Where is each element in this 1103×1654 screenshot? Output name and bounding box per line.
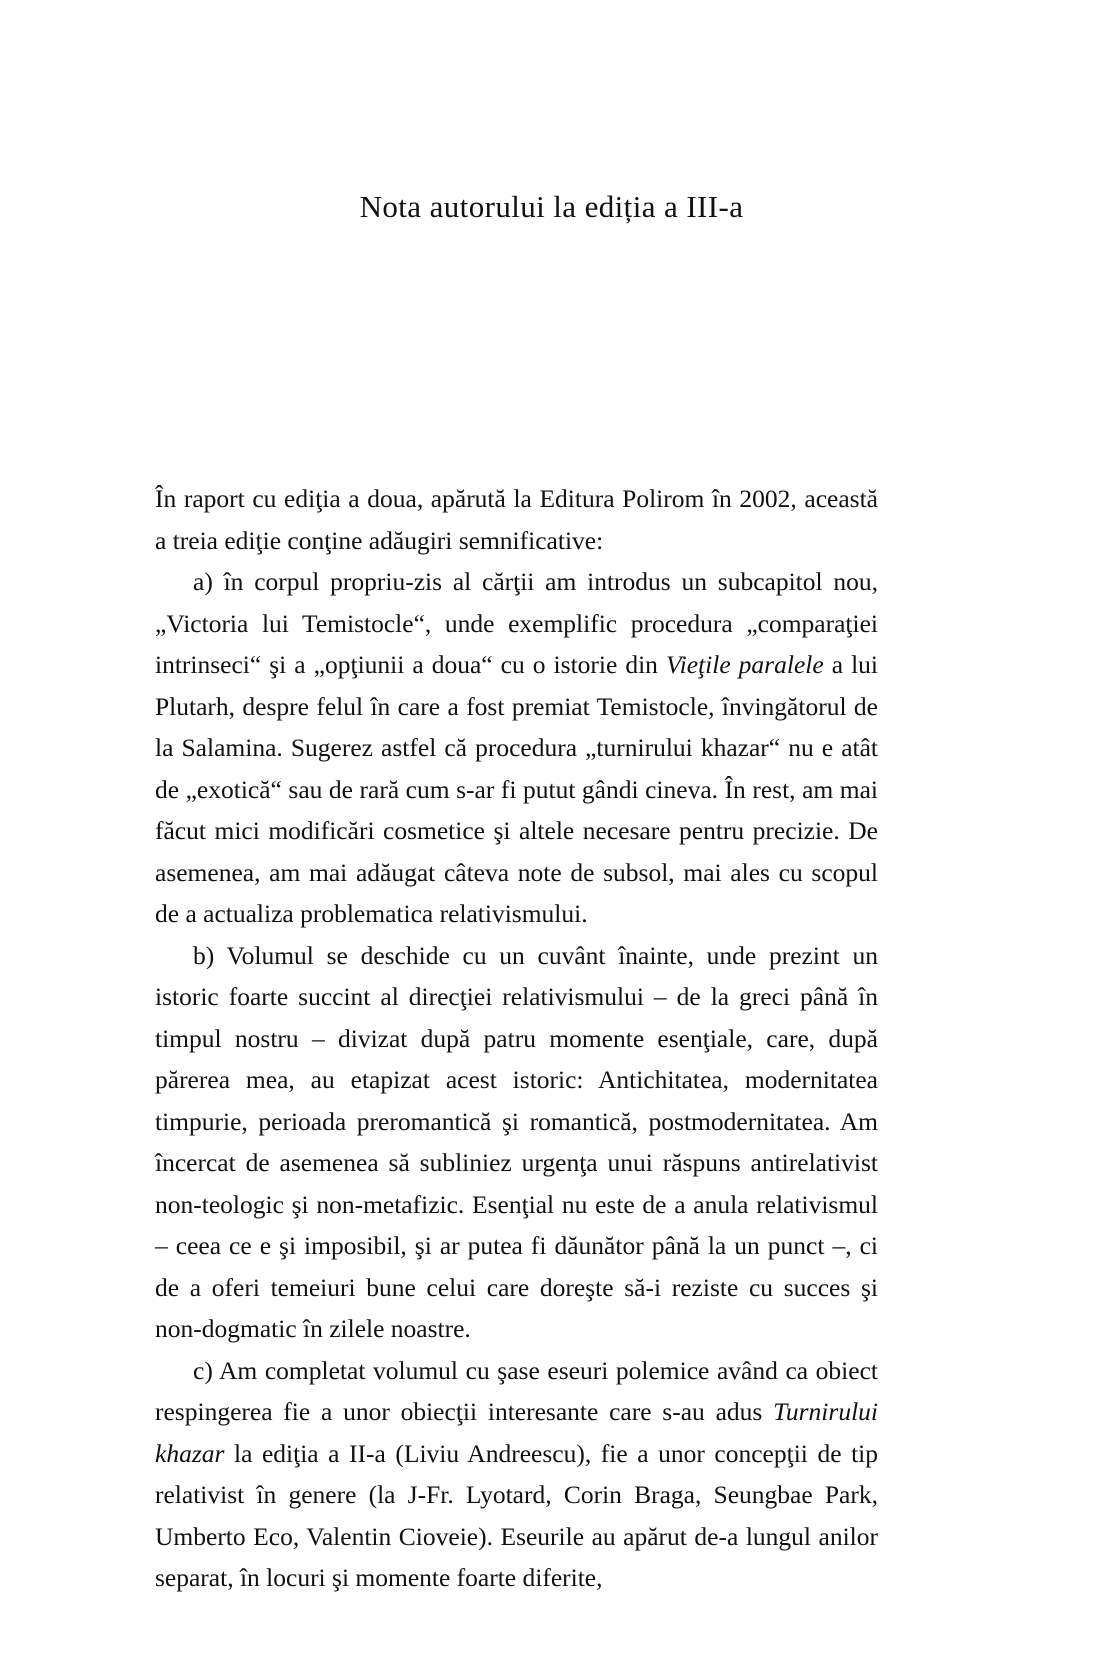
paragraph-text: În raport cu ediţia a doua, apărută la Editura Polirom în 2002, această a treia ediţie conţine adăugiri semnificative: (155, 484, 878, 555)
paragraph-point-a: a) în corpul propriu-zis al cărţii am introdus un subcapitol nou, „Victoria lui Temistocle“, unde exemplific procedura „comparaţiei intrinseci“ şi a „opţiunii a doua“ cu o istorie din Vieţile paralele a lui Plutarh, despre felul în care a fost premiat Temistocle, învingătorul de la Salamina. Sugerez astfel că procedura „turnirului khazar“ nu e atât de „exotică“ sau de rară cum s-ar fi putut gândi cineva. În rest, am mai făcut mici modificări cosmetice şi altele necesare pentru precizie. De asemenea, am mai adăugat câteva note de subsol, mai ales cu scopul de a actualiza problematica relativismului. (155, 567, 878, 928)
paragraph-point-c: c) Am completat volumul cu şase eseuri polemice având ca obiect respingerea fie a unor obiecţii interesante care s-au adus Turnirului khazar la ediţia a II-a (Liviu Andreescu), fie a unor concepţii de tip relativist în genere (la J-Fr. Lyotard, Corin Braga, Seungbae Park, Umberto Eco, Valentin Cioveie). Eseurile au apărut de-a lungul anilor separat, în locuri şi momente foarte diferite, (155, 1355, 878, 1592)
paragraph-intro (155, 478, 878, 561)
title-turnirului-khazar: Turnirului khazar (155, 1397, 878, 1468)
paragraph-point-b (155, 935, 878, 1350)
document-body (155, 478, 878, 1599)
title-vietile-paralele: Vieţile paralele (665, 650, 824, 679)
paragraph-text: b) Volumul se deschide cu un cuvânt înainte, unde prezint un istoric foarte succint al direcţiei relativismului – de la greci până în timpul nostru – divizat după patru momente esenţiale, care, după părerea mea, au etapizat acest istoric: Antichitatea, modernitatea timpurie, perioada preromantică şi romantică, postmodernitatea. Am încercat de asemenea să subliniez urgenţa unui răspuns antirelativist non-teologic şi non-metafizic. Esenţial nu este de a anula relativismul – ceea ce e şi imposibil, şi ar putea fi dăunător până la un punct –, ci de a oferi temeiuri bune celui care doreşte să-i reziste cu succes şi non-dogmatic în zilele noastre. (155, 940, 878, 1343)
page-title: Nota autorului la ediția a III-a (359, 188, 744, 224)
